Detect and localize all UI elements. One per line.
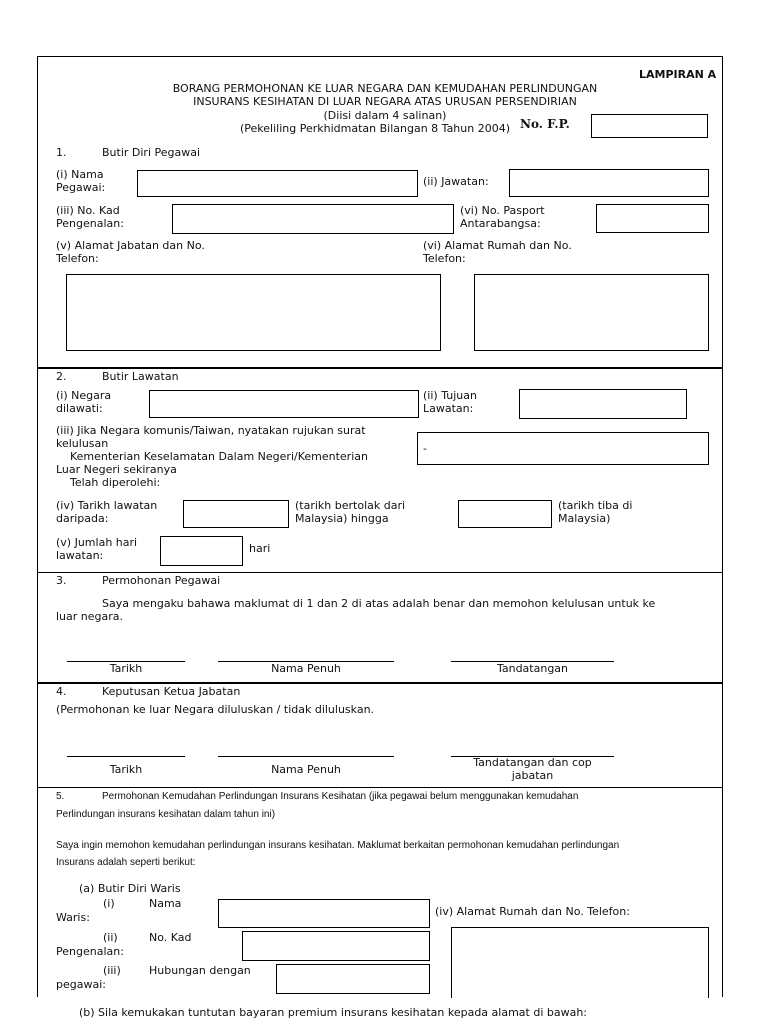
tandatangan-cop-caption-2: jabatan xyxy=(511,769,554,782)
keputusan-text: (Permohonan ke luar Negara diluluskan / tidak diluluskan. xyxy=(56,703,375,716)
alamat-rumah-textarea[interactable] xyxy=(474,274,709,351)
declaration-line1: Saya mengaku bahawa maklumat di 1 dan 2 di atas adalah benar dan memohon kelulusan untuk ke xyxy=(102,597,656,610)
insurance-para-line2: Insurans adalah seperti berikut: xyxy=(56,857,196,868)
section2-title: Butir Lawatan xyxy=(102,370,179,383)
jumlah-hari-input[interactable] xyxy=(160,536,243,566)
tarikh-bertolak-input[interactable] xyxy=(183,500,289,528)
no-fp-input[interactable] xyxy=(591,114,708,138)
tarikh-lawatan-label: (iv) Tarikh lawatan xyxy=(56,499,158,512)
tujuan-label: (ii) Tujuan xyxy=(423,389,477,402)
rujukan-surat-input[interactable] xyxy=(417,432,709,465)
divider-section2 xyxy=(37,367,722,369)
kad-pengenalan-label-2: Pengenalan: xyxy=(56,217,124,230)
tiba-label-2: Malaysia) xyxy=(558,512,611,525)
hubungan-input[interactable] xyxy=(276,964,430,994)
section3-title: Permohonan Pegawai xyxy=(102,574,221,587)
nama-waris-num: (i) xyxy=(103,897,115,910)
section1-title: Butir Diri Pegawai xyxy=(102,146,201,159)
pasport-label-2: Antarabangsa: xyxy=(460,217,541,230)
tujuan-label-2: Lawatan: xyxy=(423,402,474,415)
jumlah-hari-label-2: lawatan: xyxy=(56,549,104,562)
komunis-label-3: Kementerian Keselamatan Dalam Negeri/Kementerian xyxy=(70,450,368,463)
divider-section5 xyxy=(37,787,722,788)
komunis-label-5: Telah diperolehi: xyxy=(70,476,161,489)
tarikh-tiba-input[interactable] xyxy=(458,500,552,528)
bertolak-label-2: Malaysia) hingga xyxy=(295,512,389,525)
form-subtitle: (Diisi dalam 4 salinan) xyxy=(323,109,447,122)
alamat-waris-label: (iv) Alamat Rumah dan No. Telefon: xyxy=(435,905,630,918)
tandatangan-cop-caption: Tandatangan dan cop xyxy=(473,756,592,769)
hubungan-num: (iii) xyxy=(103,964,121,977)
kad-pengenalan-input[interactable] xyxy=(172,204,454,234)
section5-title-line1: Permohonan Kemudahan Perlindungan Insurans Kesihatan (jika pegawai belum menggunakan kemudahan xyxy=(102,791,579,802)
section5-title-line2: Perlindungan insurans kesihatan dalam tahun ini) xyxy=(56,809,276,820)
hari-unit: hari xyxy=(249,542,271,555)
nama-waris-input[interactable] xyxy=(218,899,430,928)
lampiran-label: LAMPIRAN A xyxy=(639,68,717,81)
alamat-waris-textarea[interactable] xyxy=(451,927,709,998)
divider-section3 xyxy=(37,572,722,573)
tujuan-input[interactable] xyxy=(519,389,687,419)
pekeliling-reference: (Pekeliling Perkhidmatan Bilangan 8 Tahun 2004) xyxy=(240,122,511,135)
tarikh-caption-ketua: Tarikh xyxy=(109,763,143,776)
section5-number: 5. xyxy=(56,791,65,802)
section4-title: Keputusan Ketua Jabatan xyxy=(102,685,241,698)
kad-waris-num: (ii) xyxy=(103,931,118,944)
komunis-label-2: kelulusan xyxy=(56,437,109,450)
jawatan-input[interactable] xyxy=(509,169,709,197)
tarikh-caption: Tarikh xyxy=(109,662,143,675)
butir-waris-heading: (a) Butir Diri Waris xyxy=(79,882,181,895)
kad-waris-input[interactable] xyxy=(242,931,430,961)
nama-waris-label: Nama xyxy=(149,897,182,910)
pasport-label: (vi) No. Pasport xyxy=(460,204,545,217)
alamat-jabatan-label-2: Telefon: xyxy=(56,252,99,265)
insurance-para-line1: Saya ingin memohon kemudahan perlindungan insurans kesihatan. Maklumat berkaitan permohonan kemudahan perlindungan xyxy=(56,840,620,851)
form-title-line1: BORANG PERMOHONAN KE LUAR NEGARA DAN KEMUDAHAN PERLINDUNGAN xyxy=(172,82,598,95)
tarikh-lawatan-label-2: daripada: xyxy=(56,512,109,525)
divider-section4 xyxy=(37,682,722,684)
bertolak-label: (tarikh bertolak dari xyxy=(295,499,406,512)
nama-waris-label-2: Waris: xyxy=(56,911,90,924)
negara-label: (i) Negara xyxy=(56,389,112,402)
section4-number: 4. xyxy=(56,685,67,698)
hubungan-label-2: pegawai: xyxy=(56,978,106,991)
tiba-label: (tarikh tiba di xyxy=(558,499,633,512)
section2-number: 2. xyxy=(56,370,67,383)
nama-penuh-caption-ketua: Nama Penuh xyxy=(271,763,341,776)
declaration-line2: luar negara. xyxy=(56,610,124,623)
komunis-label-4: Luar Negeri sekiranya xyxy=(56,463,177,476)
tuntutan-premium-text: (b) Sila kemukakan tuntutan bayaran premium insurans kesihatan kepada alamat di bawah: xyxy=(79,1006,588,1019)
komunis-label: (iii) Jika Negara komunis/Taiwan, nyatakan rujukan surat xyxy=(56,424,366,437)
form-title-line2: INSURANS KESIHATAN DI LUAR NEGARA ATAS URUSAN PERSENDIRIAN xyxy=(193,95,577,108)
alamat-rumah-label-2: Telefon: xyxy=(423,252,466,265)
kad-waris-label-2: Pengenalan: xyxy=(56,945,124,958)
nama-signature-line-ketua[interactable] xyxy=(218,756,394,757)
alamat-jabatan-textarea[interactable] xyxy=(66,274,441,351)
kad-pengenalan-label: (iii) No. Kad xyxy=(56,204,120,217)
nama-pegawai-label-2: Pegawai: xyxy=(56,181,106,194)
negara-input[interactable] xyxy=(149,390,419,418)
nama-pegawai-label: (i) Nama xyxy=(56,168,104,181)
jumlah-hari-label: (v) Jumlah hari xyxy=(56,536,138,549)
alamat-jabatan-label: (v) Alamat Jabatan dan No. xyxy=(56,239,205,252)
pasport-input[interactable] xyxy=(596,204,709,233)
no-fp-label: No. F.P. xyxy=(520,117,570,131)
alamat-rumah-label: (vi) Alamat Rumah dan No. xyxy=(423,239,572,252)
section1-number: 1. xyxy=(56,146,67,159)
rujukan-surat-value: - xyxy=(423,442,427,455)
form-frame xyxy=(37,56,723,997)
tandatangan-caption: Tandatangan xyxy=(496,662,569,675)
kad-waris-label: No. Kad xyxy=(149,931,192,944)
tarikh-signature-line-ketua[interactable] xyxy=(67,756,185,757)
nama-penuh-caption: Nama Penuh xyxy=(271,662,341,675)
section3-number: 3. xyxy=(56,574,67,587)
hubungan-label: Hubungan dengan xyxy=(149,964,251,977)
negara-label-2: dilawati: xyxy=(56,402,103,415)
jawatan-label: (ii) Jawatan: xyxy=(423,175,489,188)
nama-pegawai-input[interactable] xyxy=(137,170,418,197)
